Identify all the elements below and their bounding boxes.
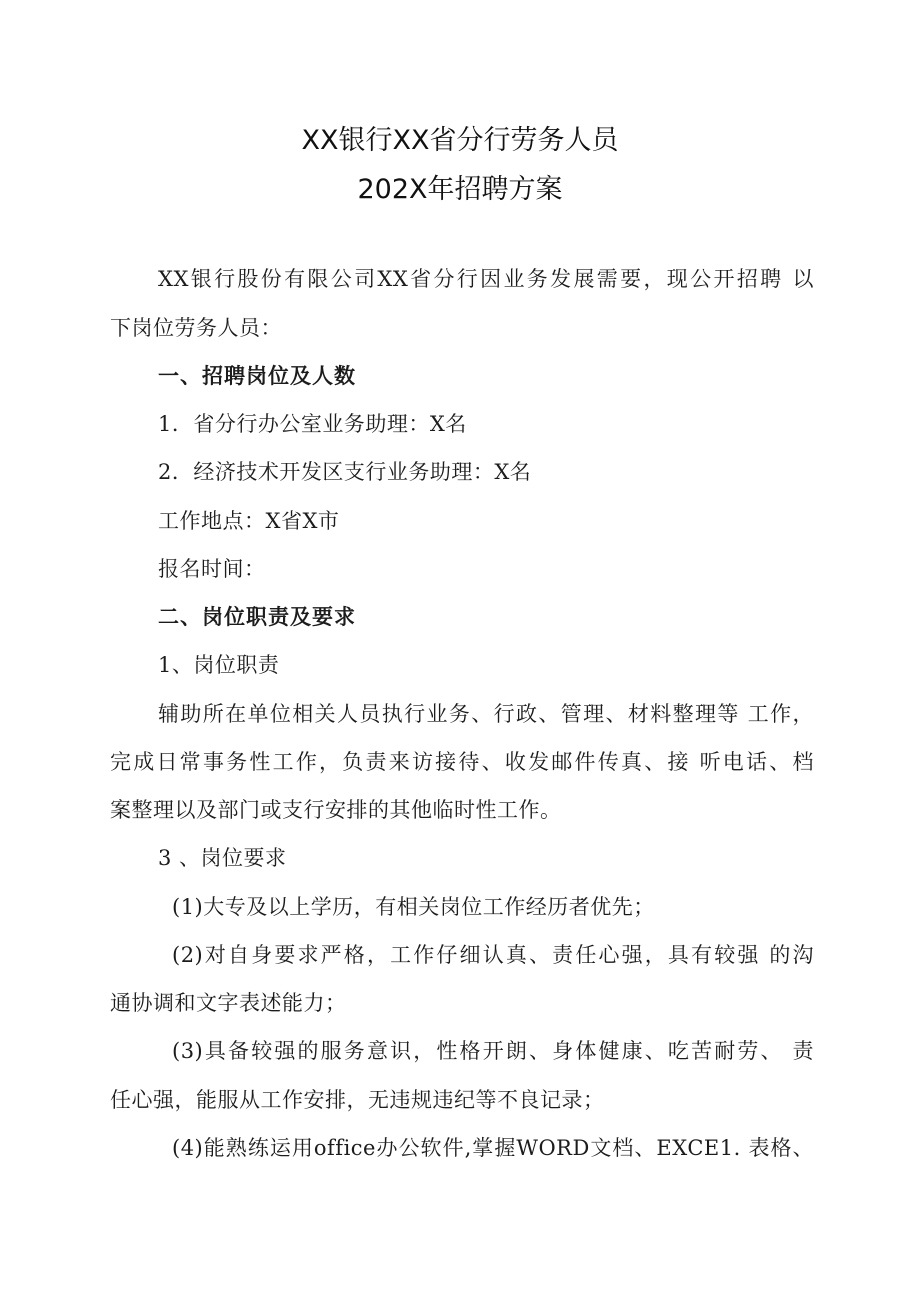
requirement-item-3-line-2: 任心强，能服从工作安排，无违规违纪等不良记录； <box>110 1088 605 1112</box>
position-item-2: 2．经济技术开发区支行业务助理：X名 <box>158 460 532 484</box>
requirement-item-2-line-2: 通协调和文字表述能力； <box>110 991 347 1015</box>
document-title-line-2: 202X年招聘方案 <box>357 174 563 205</box>
intro-paragraph-line-2: 下岗位劳务人员： <box>110 316 282 340</box>
position-item-1: 1．省分行办公室业务助理：X名 <box>158 412 467 436</box>
requirement-item-3-line-1: (3)具备较强的服务意识，性格开朗、身体健康、吃苦耐劳、 责 <box>172 1039 814 1063</box>
duties-paragraph-line-3: 案整理以及部门或支行安排的其他临时性工作。 <box>110 798 562 822</box>
section-heading-positions: 一、招聘岗位及人数 <box>158 364 356 388</box>
duties-paragraph-line-2: 完成日常事务性工作，负责来访接待、收发邮件传真、接 听电话、档 <box>110 750 814 774</box>
requirement-item-1: (1)大专及以上学历，有相关岗位工作经历者优先； <box>172 895 655 919</box>
duties-paragraph-line-1: 辅助所在单位相关人员执行业务、行政、管理、材料整理等 工作， <box>158 702 814 726</box>
registration-time: 报名时间： <box>158 557 266 581</box>
section-heading-duties-requirements: 二、岗位职责及要求 <box>158 605 356 629</box>
work-location: 工作地点：X省X市 <box>158 509 340 533</box>
document-title-line-1: XX银行XX省分行劳务人员 <box>301 125 619 156</box>
requirement-item-2-line-1: (2)对自身要求严格，工作仔细认真、责任心强，具有较强 的沟 <box>172 943 814 967</box>
requirement-item-4-line-1: (4)能熟练运用office办公软件,掌握WORD文档、EXCE1. 表格、 <box>172 1136 814 1160</box>
intro-paragraph-line-1: XX银行股份有限公司XX省分行因业务发展需要，现公开招聘 以 <box>158 267 814 291</box>
requirements-subheading: 3 、岗位要求 <box>158 846 287 870</box>
duties-subheading: 1、岗位职责 <box>158 653 280 677</box>
